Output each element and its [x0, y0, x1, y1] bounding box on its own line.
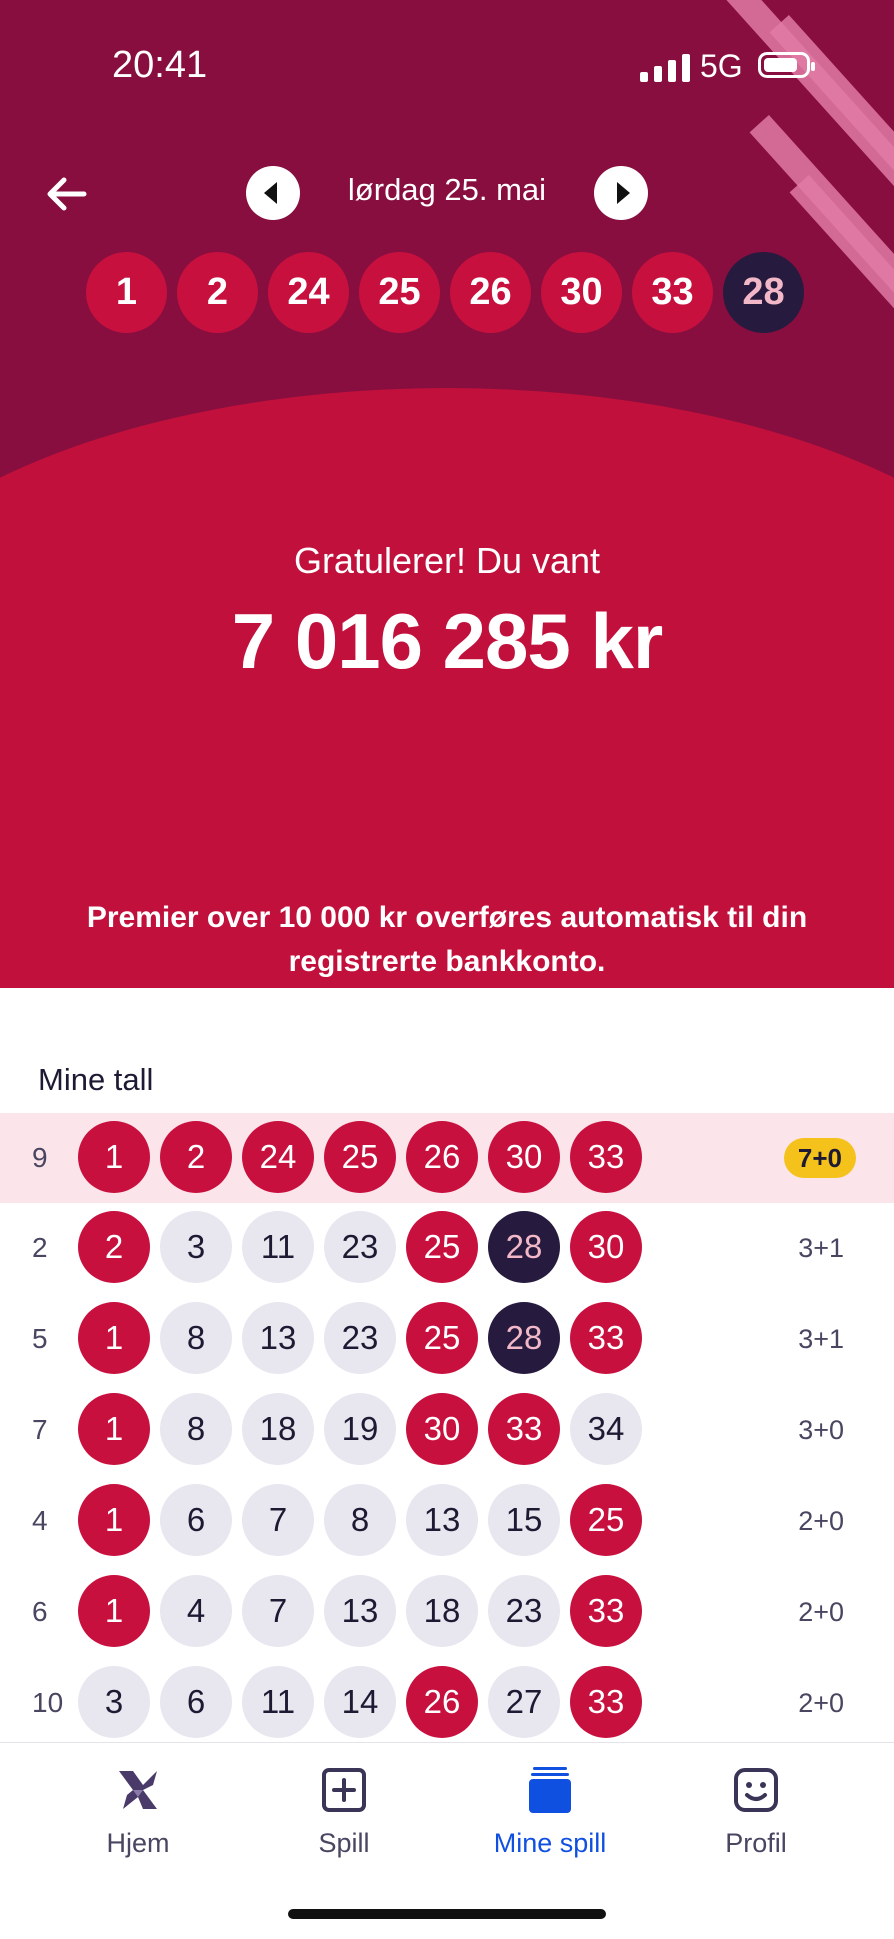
matched-number-ball: 26 [406, 1666, 478, 1738]
matched-number-ball: 24 [242, 1121, 314, 1193]
ticket-row[interactable] [0, 1658, 894, 1748]
extra-match-ball: 28 [488, 1211, 560, 1283]
matched-number-ball: 33 [570, 1666, 642, 1738]
back-arrow-icon[interactable] [40, 166, 96, 222]
row-index: 4 [32, 1505, 48, 1536]
number-ball: 18 [406, 1575, 478, 1647]
plus-square-icon [319, 1765, 369, 1815]
number-ball: 8 [324, 1484, 396, 1556]
congrats-text: Gratulerer! Du vant [293, 540, 601, 581]
drawn-numbers [86, 252, 804, 333]
matched-number-ball: 33 [488, 1393, 560, 1465]
triangle-left-icon [246, 166, 300, 220]
matched-number-ball: 33 [570, 1575, 642, 1647]
decorative-stripe [790, 175, 894, 445]
number-ball: 14 [324, 1666, 396, 1738]
number-ball: 23 [488, 1575, 560, 1647]
signal-icon [640, 52, 690, 82]
matched-number-ball: 1 [78, 1393, 150, 1465]
row-score: 2+0 [798, 1506, 844, 1536]
ticket-row[interactable] [0, 1203, 894, 1293]
status-bar [0, 0, 894, 130]
row-score: 2+0 [798, 1688, 844, 1718]
extra-number-ball: 28 [723, 252, 804, 333]
number-ball: 8 [160, 1302, 232, 1374]
row-index: 6 [32, 1596, 48, 1627]
matched-number-ball: 1 [78, 1121, 150, 1193]
ticket-row[interactable] [0, 1113, 894, 1203]
matched-number-ball: 33 [570, 1121, 642, 1193]
home-logo-icon [113, 1765, 163, 1815]
drawn-number-ball: 30 [541, 252, 622, 333]
number-ball: 7 [242, 1484, 314, 1556]
ticket-row[interactable] [0, 1476, 894, 1566]
number-ball: 13 [406, 1484, 478, 1556]
tab-label: Hjem [106, 1828, 170, 1858]
coupons-stack-icon [525, 1765, 575, 1815]
extra-match-ball: 28 [488, 1302, 560, 1374]
prize-amount: 7 016 285 kr [231, 597, 663, 685]
drawn-number-ball: 24 [268, 252, 349, 333]
matched-number-ball: 25 [570, 1484, 642, 1556]
row-score: 3+1 [798, 1324, 844, 1354]
drawn-number-ball: 2 [177, 252, 258, 333]
next-draw-button[interactable] [594, 166, 648, 220]
home-indicator [288, 1909, 606, 1919]
matched-number-ball: 33 [570, 1302, 642, 1374]
network-type: 5G [700, 48, 743, 84]
number-ball: 6 [160, 1666, 232, 1738]
drawn-number-ball: 25 [359, 252, 440, 333]
number-ball: 4 [160, 1575, 232, 1647]
draw-date: lørdag 25. mai [347, 172, 547, 207]
ticket-row[interactable] [0, 1294, 894, 1384]
number-ball: 8 [160, 1393, 232, 1465]
number-ball: 6 [160, 1484, 232, 1556]
row-index: 9 [32, 1142, 48, 1173]
tab-label: Spill [318, 1828, 370, 1858]
ticket-row[interactable] [0, 1385, 894, 1475]
number-ball: 34 [570, 1393, 642, 1465]
tab-hjem[interactable] [48, 1765, 228, 1859]
number-ball: 15 [488, 1484, 560, 1556]
matched-number-ball: 25 [406, 1302, 478, 1374]
row-index: 2 [32, 1232, 48, 1263]
row-index: 5 [32, 1323, 48, 1354]
row-score: 3+1 [798, 1233, 844, 1263]
number-ball: 11 [242, 1211, 314, 1283]
previous-draw-button[interactable] [246, 166, 300, 220]
tab-spill[interactable] [254, 1765, 434, 1859]
matched-number-ball: 1 [78, 1484, 150, 1556]
tab-label: Mine spill [493, 1828, 607, 1858]
ticket-row[interactable] [0, 1567, 894, 1657]
my-numbers-title: Mine tall [38, 1062, 154, 1097]
row-numbers [78, 1484, 642, 1556]
matched-number-ball: 30 [488, 1121, 560, 1193]
row-numbers [78, 1666, 642, 1738]
matched-number-ball: 2 [78, 1211, 150, 1283]
matched-number-ball: 30 [570, 1211, 642, 1283]
number-ball: 18 [242, 1393, 314, 1465]
matched-number-ball: 2 [160, 1121, 232, 1193]
matched-number-ball: 1 [78, 1302, 150, 1374]
triangle-right-icon [594, 166, 648, 220]
number-ball: 23 [324, 1211, 396, 1283]
matched-number-ball: 30 [406, 1393, 478, 1465]
row-score: 3+0 [798, 1415, 844, 1445]
number-ball: 27 [488, 1666, 560, 1738]
drawn-number-ball: 33 [632, 252, 713, 333]
battery-icon [758, 52, 810, 78]
number-ball: 13 [242, 1302, 314, 1374]
drawn-number-ball: 1 [86, 252, 167, 333]
row-index: 10 [32, 1687, 64, 1718]
row-numbers [78, 1302, 642, 1374]
drawn-number-ball: 26 [450, 252, 531, 333]
row-score: 2+0 [798, 1597, 844, 1627]
number-ball: 19 [324, 1393, 396, 1465]
row-index: 7 [32, 1414, 48, 1445]
number-ball: 3 [78, 1666, 150, 1738]
row-numbers [78, 1393, 642, 1465]
row-numbers [78, 1575, 642, 1647]
number-ball: 23 [324, 1302, 396, 1374]
row-numbers [78, 1211, 642, 1283]
number-ball: 3 [160, 1211, 232, 1283]
tab-mine-spill[interactable] [460, 1765, 640, 1859]
tab-profil[interactable] [666, 1765, 846, 1859]
matched-number-ball: 1 [78, 1575, 150, 1647]
status-time: 20:41 [112, 44, 208, 86]
row-numbers [78, 1121, 642, 1193]
winning-score-badge: 7+0 [784, 1138, 856, 1178]
matched-number-ball: 26 [406, 1121, 478, 1193]
payout-notice: Premier over 10 000 kr overføres automatisk til din registrerte bankkonto. [86, 901, 808, 978]
number-ball: 7 [242, 1575, 314, 1647]
smiley-face-icon [731, 1765, 781, 1815]
number-ball: 13 [324, 1575, 396, 1647]
number-ball: 11 [242, 1666, 314, 1738]
matched-number-ball: 25 [406, 1211, 478, 1283]
tab-label: Profil [725, 1828, 787, 1858]
matched-number-ball: 25 [324, 1121, 396, 1193]
